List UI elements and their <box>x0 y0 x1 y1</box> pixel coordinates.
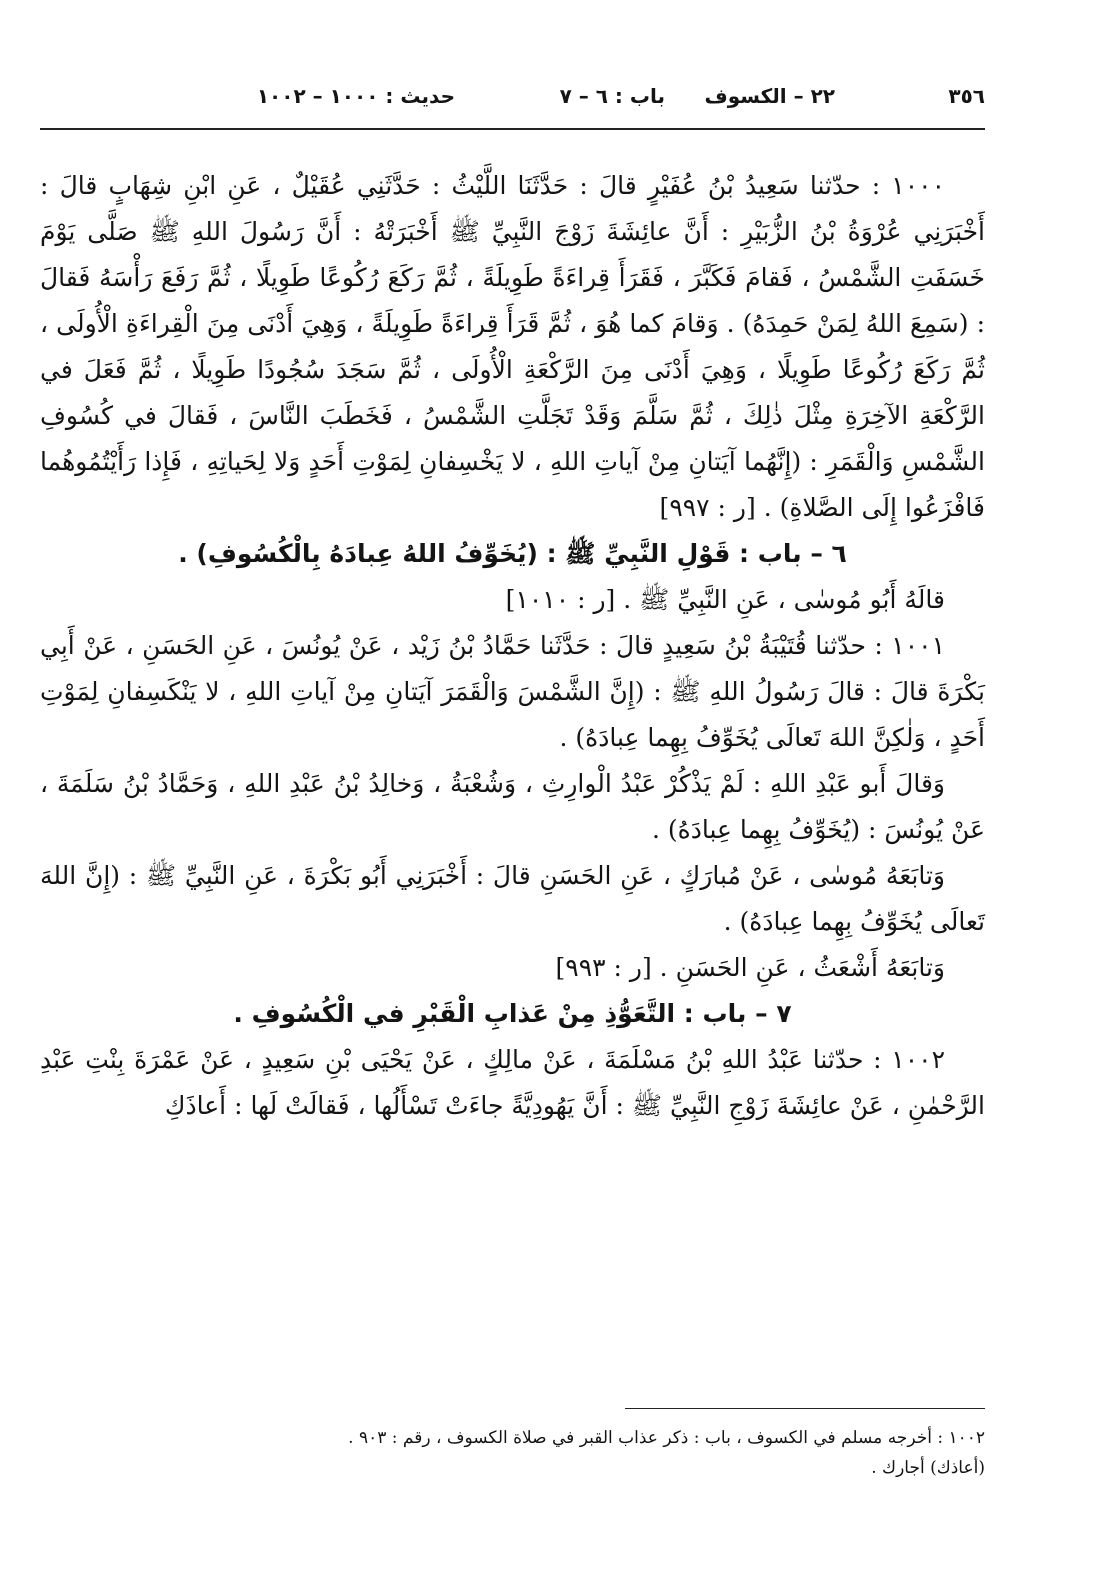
footnote-divider <box>625 1408 985 1409</box>
hadith-paragraph: ١٠٠١ : حدّثنا قُتَيْبَةُ بْنُ سَعِيدٍ قالَ : حَدَّثَنا حَمَّادُ بْنُ زَيْد ، عَنْ يُونُسَ ، عَنِ الحَسَنِ ، عَنْ أَبِي بَكْرَةَ قالَ : قالَ رَسُولُ اللهِ ﷺ : (إِنَّ الشَّمْسَ وَالْقَمَرَ آيَتانِ مِنْ آياتِ اللهِ ، لا يَنْكَسِفانِ لِمَوْتِ أَحَدٍ ، وَلٰكِنَّ اللهَ تَعالَى يُخَوِّفُ بِهِما عِبادَهُ) . <box>40 631 985 752</box>
chapter-heading: ٧ – باب : التَّعَوُّذِ مِنْ عَذابِ الْقَبْرِ في الْكُسُوفِ . <box>233 999 792 1028</box>
footnote: ١٠٠٢ : أخرجه مسلم في الكسوف ، باب : ذكر عذاب القبر في صلاة الكسوف ، رقم : ٩٠٣ . <box>348 1428 985 1448</box>
main-text <box>40 163 985 1129</box>
hadith-paragraph: وَقالَ أَبو عَبْدِ اللهِ : لَمْ يَذْكُرْ عَبْدُ الْوارِثِ ، وَشُعْبَةُ ، وَخالِدُ بْنُ عَبْدِ اللهِ ، وَحَمَّادُ بْنُ سَلَمَةَ ، عَنْ يُونُسَ : (يُخَوِّفُ بِهِما عِبادَهُ) . <box>40 769 985 844</box>
footnotes <box>127 1423 985 1483</box>
chapter-heading: ٦ – باب : قَوْلِ النَّبِيِّ ﷺ : (يُخَوِّفُ اللهُ عِبادَهُ بِالْكُسُوفِ) . <box>178 539 847 568</box>
chapter-range: باب : ٦ – ٧ <box>559 84 665 108</box>
hadith-range: حديث : ١٠٠٠ – ١٠٠٢ <box>256 84 455 108</box>
hadith-paragraph: قالَهُ أَبُو مُوسٰى ، عَنِ النَّبِيِّ ﷺ . [ر : ١٠١٠] <box>505 585 945 614</box>
hadith-paragraph: وَتابَعَهُ أَشْعَثُ ، عَنِ الحَسَنِ . [ر : ٩٩٣] <box>555 953 945 982</box>
running-header <box>185 78 985 114</box>
hadith-paragraph: ١٠٠٠ : حدّثنا سَعِيدُ بْنُ عُفَيْرٍ قالَ : حَدَّثَنَا اللَّيْثُ : حَدَّثَنِي عُقَيْلٌ ، عَنِ ابْنِ شِهَابٍ قالَ : أَخْبَرَنِي عُرْوَةُ بْنُ الزُّبَيْرِ : أَنَّ عائِشَةَ زَوْجَ النَّبِيِّ ﷺ أَخْبَرَتْهُ : أَنَّ رَسُولَ اللهِ ﷺ صَلَّى يَوْمَ خَسَفَتِ الشَّمْسُ ، فَقامَ فَكَبَّرَ ، فَقَرَأَ قِراءَةً طَوِيلَةً ، ثُمَّ رَكَعَ رُكُوعًا طَوِيلًا ، ثُمَّ رَفَعَ رَأْسَهُ فَقالَ : (سَمِعَ اللهُ لِمَنْ حَمِدَهُ) . وَقامَ كما هُوَ ، ثُمَّ قَرَأَ قِراءَةً طَوِيلَةً ، وَهِيَ أَدْنَى مِنَ الْقِراءَةِ الْأُولَى ، ثُمَّ رَكَعَ رُكُوعًا طَوِيلًا ، وَهِيَ أَدْنَى مِنَ الرَّكْعَةِ الْأُولَى ، ثُمَّ سَجَدَ سُجُودًا طَوِيلًا ، ثُمَّ فَعَلَ في الرَّكْعَةِ الآخِرَةِ مِثْلَ ذٰلِكَ ، ثُمَّ سَلَّمَ وَقَدْ تَجَلَّتِ الشَّمْسُ ، فَخَطَبَ النَّاسَ ، فَقالَ في كُسُوفِ الشَّمْسِ وَالْقَمَرِ : (إِنَّهُما آيَتانِ مِنْ آياتِ اللهِ ، لا يَخْسِفانِ لِمَوْتِ أَحَدٍ وَلا لِحَياتِهِ ، فَإِذا رَأَيْتُمُوهُما فَافْزَعُوا إِلَى الصَّلاةِ) . [ر : ٩٩٧] <box>40 171 985 522</box>
hadith-paragraph: وَتابَعَهُ مُوسٰى ، عَنْ مُبارَكٍ ، عَنِ الحَسَنِ قالَ : أَخْبَرَنِي أَبُو بَكْرَةَ ، عَنِ النَّبِيِّ ﷺ : (إِنَّ اللهَ تَعالَى يُخَوِّفُ بِهِما عِبادَهُ) . <box>40 861 985 936</box>
header-divider <box>40 128 985 130</box>
hadith-paragraph: ١٠٠٢ : حدّثنا عَبْدُ اللهِ بْنُ مَسْلَمَةَ ، عَنْ مالِكٍ ، عَنْ يَحْيَى بْنِ سَعِيدٍ ، عَنْ عَمْرَةَ بِنْتِ عَبْدِ الرَّحْمٰنِ ، عَنْ عائِشَةَ زَوْجِ النَّبِيِّ ﷺ : أَنَّ يَهُودِيَّةً جاءَتْ تَسْأَلُها ، فَقالَتْ لَها : أَعاذَكِ <box>40 1045 985 1120</box>
book-title: ٢٢ – الكسوف <box>704 84 835 108</box>
page-number: ٣٥٦ <box>948 84 985 108</box>
footnote: (أعاذك) أجارك . <box>871 1458 985 1478</box>
